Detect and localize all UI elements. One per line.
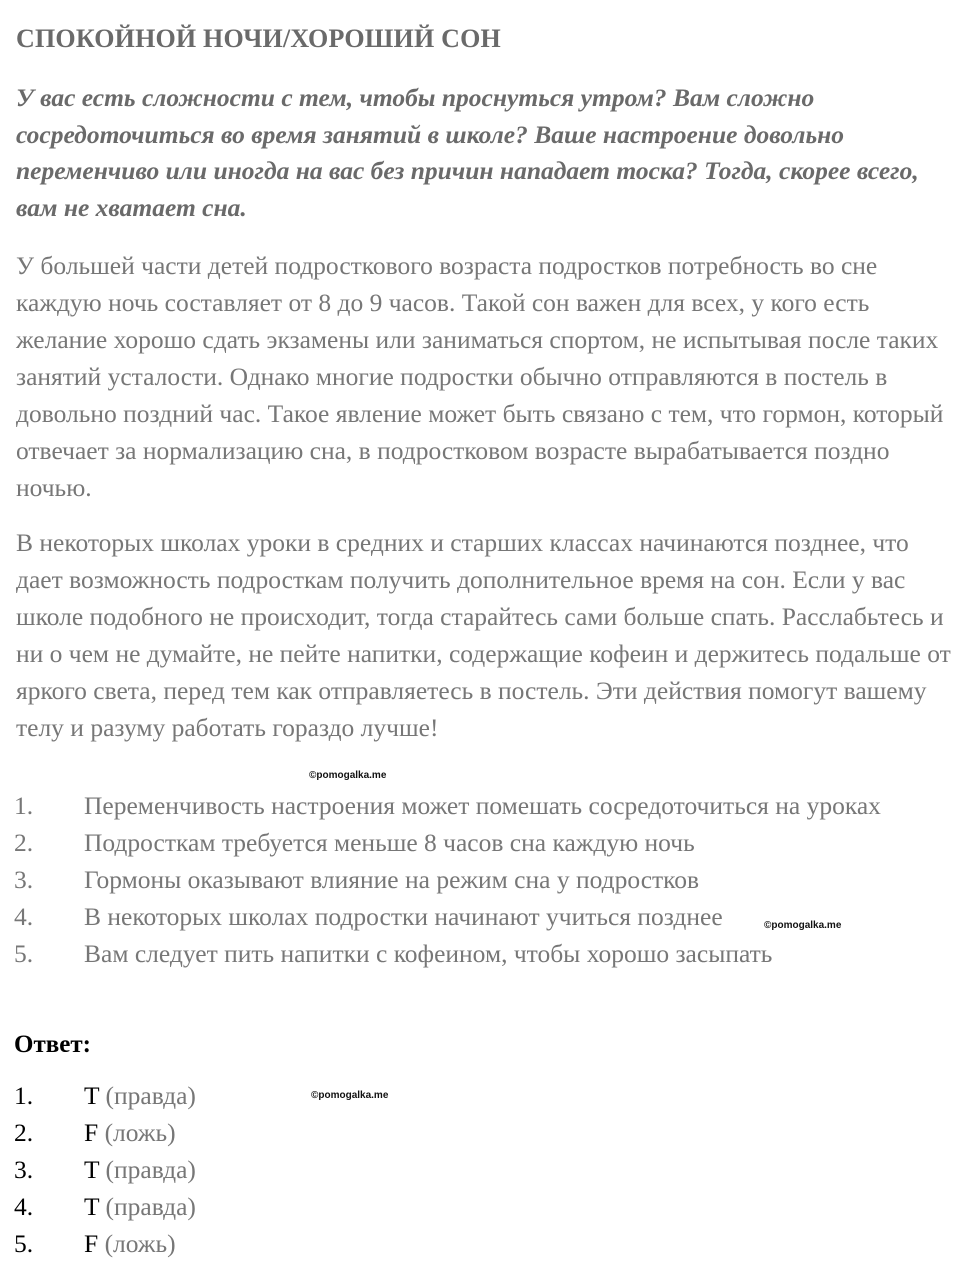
answer-number: 1. <box>14 1081 34 1110</box>
statement-number: 4. <box>14 902 34 931</box>
body-paragraph-1: У большей части детей подросткового возраста подростков потребность во сне каждую ночь составляет от 8 до 9 часов. Такой сон важен для всех, у кого есть желание хорошо сдать экзамены или заниматься спортом, не испытывая после таких занятий усталости. Однако многие подростки обычно отправляются в постель в довольно поздний час. Такое явление может быть связано с тем, что гормон, который отвечает за нормализацию сна, в подростковом возрасте вырабатывается поздно ночью. <box>16 251 944 502</box>
answer-letter: F <box>84 1229 99 1258</box>
statement-number: 1. <box>14 791 34 820</box>
answer-number: 5. <box>14 1229 34 1258</box>
answer-note: (правда) <box>105 1155 196 1184</box>
answer-number: 4. <box>14 1192 34 1221</box>
answer-number: 2. <box>14 1118 34 1147</box>
statement-item <box>14 861 954 898</box>
answer-item <box>14 1077 196 1114</box>
watermark: ©pomogalka.me <box>764 920 842 931</box>
answer-letter: T <box>84 1081 100 1110</box>
watermark: ©pomogalka.me <box>309 770 387 781</box>
answer-note: (ложь) <box>104 1118 176 1147</box>
statement-item <box>14 787 954 824</box>
body-paragraph-2: В некоторых школах уроки в средних и старших классах начинаются позднее, что дает возможность подросткам получить дополнительное время на сон. Если у вас школе подобного не происходит, тогда старайтесь сами больше спать. Расслабьтесь и ни о чем не думайте, не пейте напитки, содержащие кофеин и держитесь подальше от яркого света, перед тем как отправляетесь в постель. Эти действия помогут вашему телу и разуму работать гораздо лучше! <box>16 528 951 742</box>
answer-list <box>14 1077 196 1262</box>
intro-paragraph: У вас есть сложности с тем, чтобы проснуться утром? Вам сложно сосредоточиться во время занятий в школе? Ваше настроение довольно переменчиво или иногда на вас без причин нападает тоска? Тогда, скорее всего, вам не хватает сна. <box>16 83 919 222</box>
answer-heading: Ответ: <box>14 1031 91 1058</box>
answer-letter: T <box>84 1155 100 1184</box>
answer-note: (ложь) <box>104 1229 176 1258</box>
statement-text: В некоторых школах подростки начинают учиться позднее <box>84 902 723 931</box>
page-title: СПОКОЙНОЙ НОЧИ/ХОРОШИЙ СОН <box>16 24 501 53</box>
statement-item <box>14 824 954 861</box>
answer-number: 3. <box>14 1155 34 1184</box>
statement-text: Гормоны оказывают влияние на режим сна у подростков <box>84 865 700 894</box>
statement-number: 2. <box>14 828 34 857</box>
statement-text: Переменчивость настроения может помешать сосредоточиться на уроках <box>84 791 881 820</box>
answer-letter: T <box>84 1192 100 1221</box>
statement-list <box>14 787 954 972</box>
answer-note: (правда) <box>105 1081 196 1110</box>
answer-item <box>14 1188 196 1225</box>
statement-text: Вам следует пить напитки с кофеином, чтобы хорошо засыпать <box>84 939 773 968</box>
answer-note: (правда) <box>105 1192 196 1221</box>
answer-item <box>14 1114 196 1151</box>
watermark: ©pomogalka.me <box>311 1090 389 1101</box>
answer-item <box>14 1225 196 1262</box>
statement-number: 3. <box>14 865 34 894</box>
statement-text: Подросткам требуется меньше 8 часов сна каждую ночь <box>84 828 695 857</box>
answer-item <box>14 1151 196 1188</box>
statement-item <box>14 935 954 972</box>
statement-number: 5. <box>14 939 34 968</box>
answer-letter: F <box>84 1118 99 1147</box>
